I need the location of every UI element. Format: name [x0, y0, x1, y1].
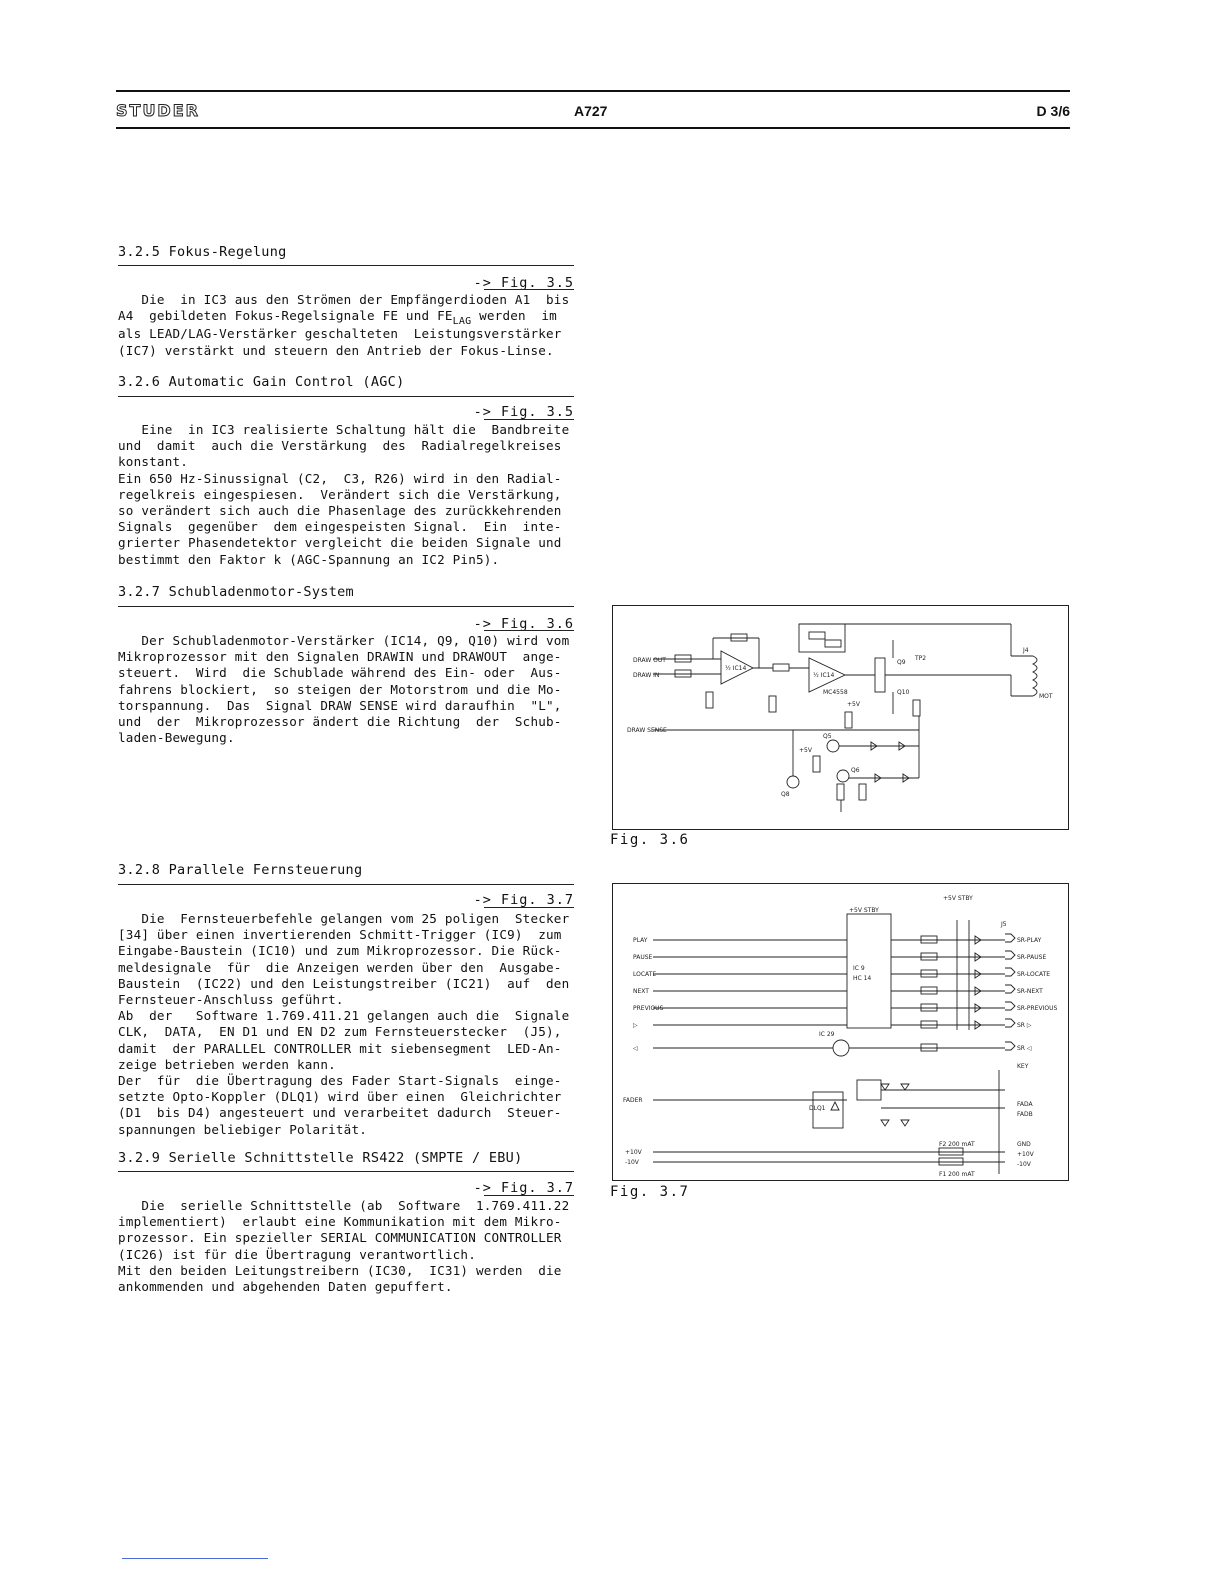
- text-line: Signals gegenüber dem eingespeisten Signal. Ein inte-: [118, 519, 562, 535]
- output-sr-next: SR-NEXT: [1017, 988, 1043, 995]
- reference-rule: [484, 630, 574, 631]
- footnote-rule: [122, 1558, 268, 1559]
- input-pause: PAUSE: [633, 954, 653, 961]
- schematic-drawing: [613, 884, 1068, 1180]
- input-plus10v: +10V: [625, 1149, 642, 1156]
- text-line: Die Fernsteuerbefehle gelangen vom 25 poligen Stecker: [118, 911, 570, 926]
- text-line: CLK, DATA, EN D1 und EN D2 zum Fernsteuerstecker (J5),: [118, 1024, 562, 1040]
- label-f2: F2 200 mAT: [939, 1141, 975, 1148]
- text-line: setzte Opto-Koppler (DLQ1) wird über einen Gleichrichter: [118, 1089, 562, 1105]
- label-5v-stby-2: +5V STBY: [943, 895, 973, 902]
- text-line: konstant.: [118, 454, 189, 470]
- page-number: D 3/6: [1036, 103, 1070, 119]
- text-fragment: A4 gebildeten Fokus-Regelsignale FE und FE: [118, 308, 453, 324]
- text-line: (D1 bis D4) angesteuert und verarbeitet dadurch Steuer-: [118, 1105, 562, 1121]
- section-title-3-2-9: 3.2.9 Serielle Schnittstelle RS422 (SMPTE / EBU): [118, 1150, 523, 1166]
- section-text-3-2-6: [118, 422, 574, 568]
- section-rule: [118, 606, 574, 607]
- header-top-rule: [116, 90, 1070, 92]
- text-line: prozessor. Ein spezieller SERIAL COMMUNICATION CONTROLLER: [118, 1230, 562, 1246]
- output-sr-forward: SR ▷: [1017, 1022, 1032, 1029]
- label-mot: MOT: [1039, 693, 1053, 700]
- text-line: spannungen beliebiger Polarität.: [118, 1121, 368, 1137]
- subscript: LAG: [452, 316, 472, 328]
- section-rule: [118, 396, 574, 397]
- label-q6: Q6: [851, 767, 860, 774]
- label-5v-stby-1: +5V STBY: [849, 907, 879, 914]
- text-line: und damit auch die Verstärkung des Radialregelkreises: [118, 438, 562, 454]
- output-sr-back: SR ◁: [1017, 1045, 1032, 1052]
- output-sr-play: SR-PLAY: [1017, 937, 1042, 944]
- text-fragment: werden im: [471, 308, 557, 324]
- text-line: grierter Phasendetektor vergleicht die beiden Signale und: [118, 535, 562, 551]
- text-line: implementiert) erlaubt eine Kommunikation mit dem Mikro-: [118, 1214, 562, 1230]
- section-rule: [118, 265, 574, 266]
- input-next: NEXT: [633, 988, 649, 995]
- label-ic14a: ½ IC14: [725, 665, 747, 672]
- reference-rule: [484, 289, 574, 290]
- section-title-3-2-6: 3.2.6 Automatic Gain Control (AGC): [118, 374, 405, 390]
- label-j5: J5: [1001, 921, 1007, 928]
- text-line: Der Schubladenmotor-Verstärker (IC14, Q9, Q10) wird vom: [118, 633, 570, 648]
- figure-reference: -> Fig. 3.7: [473, 1180, 574, 1196]
- output-gnd: GND: [1017, 1141, 1031, 1148]
- input-fader: FADER: [623, 1097, 643, 1104]
- output-fadb: FADB: [1017, 1111, 1033, 1118]
- reference-rule: [484, 1195, 574, 1196]
- figure-3-6-schematic: [612, 605, 1069, 830]
- text-line: Die serielle Schnittstelle (ab Software 1.769.411.22: [118, 1198, 570, 1213]
- label-mc4558: MC4558: [823, 689, 848, 696]
- text-line: regelkreis eingespiesen. Verändert sich die Verstärkung,: [118, 486, 562, 502]
- figure-reference: -> Fig. 3.5: [473, 275, 574, 291]
- text-line: Baustein (IC22) und den Leistungstreiber (IC21) auf den: [118, 975, 570, 991]
- text-line: Die in IC3 aus den Strömen der Empfängerdioden A1 bis: [118, 292, 570, 307]
- text-line: Fernsteuer-Anschluss geführt.: [118, 992, 344, 1008]
- reference-rule: [484, 907, 574, 908]
- model-number: A727: [574, 103, 608, 119]
- input-previous: PREVIOUS: [633, 1005, 664, 1012]
- output-plus10v: +10V: [1017, 1151, 1034, 1158]
- text-line: Ein 650 Hz-Sinussignal (C2, C3, R26) wird in den Radial-: [118, 470, 562, 486]
- text-line: und der Mikroprozessor ändert die Richtung der Schub-: [118, 714, 562, 730]
- figure-3-7-schematic: [612, 883, 1069, 1181]
- output-fada: FADA: [1017, 1101, 1033, 1108]
- text-line: Ab der Software 1.769.411.21 gelangen auch die Signale: [118, 1008, 570, 1024]
- input-back: ◁: [633, 1045, 638, 1052]
- label-draw-sense: DRAW SENSE: [627, 727, 667, 734]
- output-sr-previous: SR-PREVIOUS: [1017, 1005, 1058, 1012]
- text-line: bestimmt den Faktor k (AGC-Spannung an IC2 Pin5).: [118, 551, 500, 567]
- label-q5: Q5: [823, 733, 832, 740]
- input-forward: ▷: [633, 1022, 638, 1029]
- output-key: KEY: [1017, 1063, 1029, 1070]
- section-text-3-2-5: [118, 292, 574, 359]
- text-line: zeige betrieben werden kann.: [118, 1056, 336, 1072]
- input-play: PLAY: [633, 937, 648, 944]
- text-line: Mit den beiden Leitungstreibern (IC30, IC31) werden die: [118, 1262, 562, 1278]
- section-rule: [118, 884, 574, 885]
- section-rule: [118, 1171, 574, 1172]
- text-line: laden-Bewegung.: [118, 730, 235, 746]
- section-text-3-2-7: [118, 633, 574, 746]
- text-line: fahrens blockiert, so steigen der Motorstrom und die Mo-: [118, 681, 562, 697]
- section-text-3-2-8: [118, 911, 574, 1138]
- text-line: [118, 308, 574, 326]
- output-sr-locate: SR-LOCATE: [1017, 971, 1051, 978]
- label-tp2: TP2: [915, 655, 927, 662]
- label-j4: J4: [1023, 647, 1029, 654]
- text-line: meldesignale für die Anzeigen werden über den Ausgabe-: [118, 959, 562, 975]
- text-line: Der für die Übertragung des Fader Start-Signals einge-: [118, 1073, 562, 1089]
- text-line: [34] über einen invertierenden Schmitt-Trigger (IC9) zum: [118, 927, 562, 943]
- text-line: (IC7) verstärkt und steuern den Antrieb der Fokus-Linse.: [118, 342, 554, 358]
- label-ic29: IC 29: [819, 1031, 835, 1038]
- section-title-3-2-7: 3.2.7 Schubladenmotor-System: [118, 584, 354, 600]
- output-minus10v: -10V: [1017, 1161, 1031, 1168]
- figure-caption-3-7: Fig. 3.7: [610, 1184, 690, 1200]
- text-line: Eingabe-Baustein (IC10) und zum Mikroprozessor. Die Rück-: [118, 943, 562, 959]
- section-text-3-2-9: [118, 1198, 574, 1295]
- text-line: steuert. Wird die Schublade während des Ein- oder Aus-: [118, 665, 562, 681]
- text-line: damit der PARALLEL CONTROLLER mit siebensegment LED-An-: [118, 1040, 562, 1056]
- text-line: Eine in IC3 realisierte Schaltung hält die Bandbreite: [118, 422, 570, 437]
- label-hc14: HC 14: [853, 975, 872, 982]
- text-line: torspannung. Das Signal DRAW SENSE wird daraufhin "L",: [118, 697, 562, 713]
- label-ic9: IC 9: [853, 965, 865, 972]
- label-dlq1: DLQ1: [809, 1105, 826, 1112]
- input-minus10v: -10V: [625, 1159, 639, 1166]
- figure-reference: -> Fig. 3.7: [473, 892, 574, 908]
- text-line: als LEAD/LAG-Verstärker geschalteten Leistungsverstärker: [118, 326, 562, 342]
- label-q9: Q9: [897, 659, 906, 666]
- figure-caption-3-6: Fig. 3.6: [610, 832, 690, 848]
- text-line: so verändert sich auch die Phasenlage des zurückkehrenden: [118, 503, 562, 519]
- input-locate: LOCATE: [633, 971, 657, 978]
- label-draw-in: DRAW IN: [633, 672, 660, 679]
- label-q8: Q8: [781, 791, 790, 798]
- text-line: Mikroprozessor mit den Signalen DRAWIN und DRAWOUT ange-: [118, 649, 562, 665]
- text-line: ankommenden und abgehenden Daten gepuffert.: [118, 1279, 453, 1295]
- brand-logo: STUDER: [116, 101, 200, 120]
- label-ic14b: ½ IC14: [813, 672, 835, 679]
- text-line: (IC26) ist für die Übertragung verantwortlich.: [118, 1246, 476, 1262]
- output-sr-pause: SR-PAUSE: [1017, 954, 1047, 961]
- section-title-3-2-5: 3.2.5 Fokus-Regelung: [118, 244, 287, 260]
- label-draw-out: DRAW OUT: [633, 657, 666, 664]
- label-q10: Q10: [897, 689, 910, 696]
- reference-rule: [484, 419, 574, 420]
- label-5v-b: +5V: [799, 747, 812, 754]
- label-5v-a: +5V: [847, 701, 860, 708]
- figure-reference: -> Fig. 3.5: [473, 404, 574, 420]
- header-bottom-rule: [116, 127, 1070, 129]
- section-title-3-2-8: 3.2.8 Parallele Fernsteuerung: [118, 862, 363, 878]
- schematic-drawing: [613, 606, 1068, 829]
- label-f1: F1 200 mAT: [939, 1171, 975, 1178]
- figure-reference: -> Fig. 3.6: [473, 616, 574, 632]
